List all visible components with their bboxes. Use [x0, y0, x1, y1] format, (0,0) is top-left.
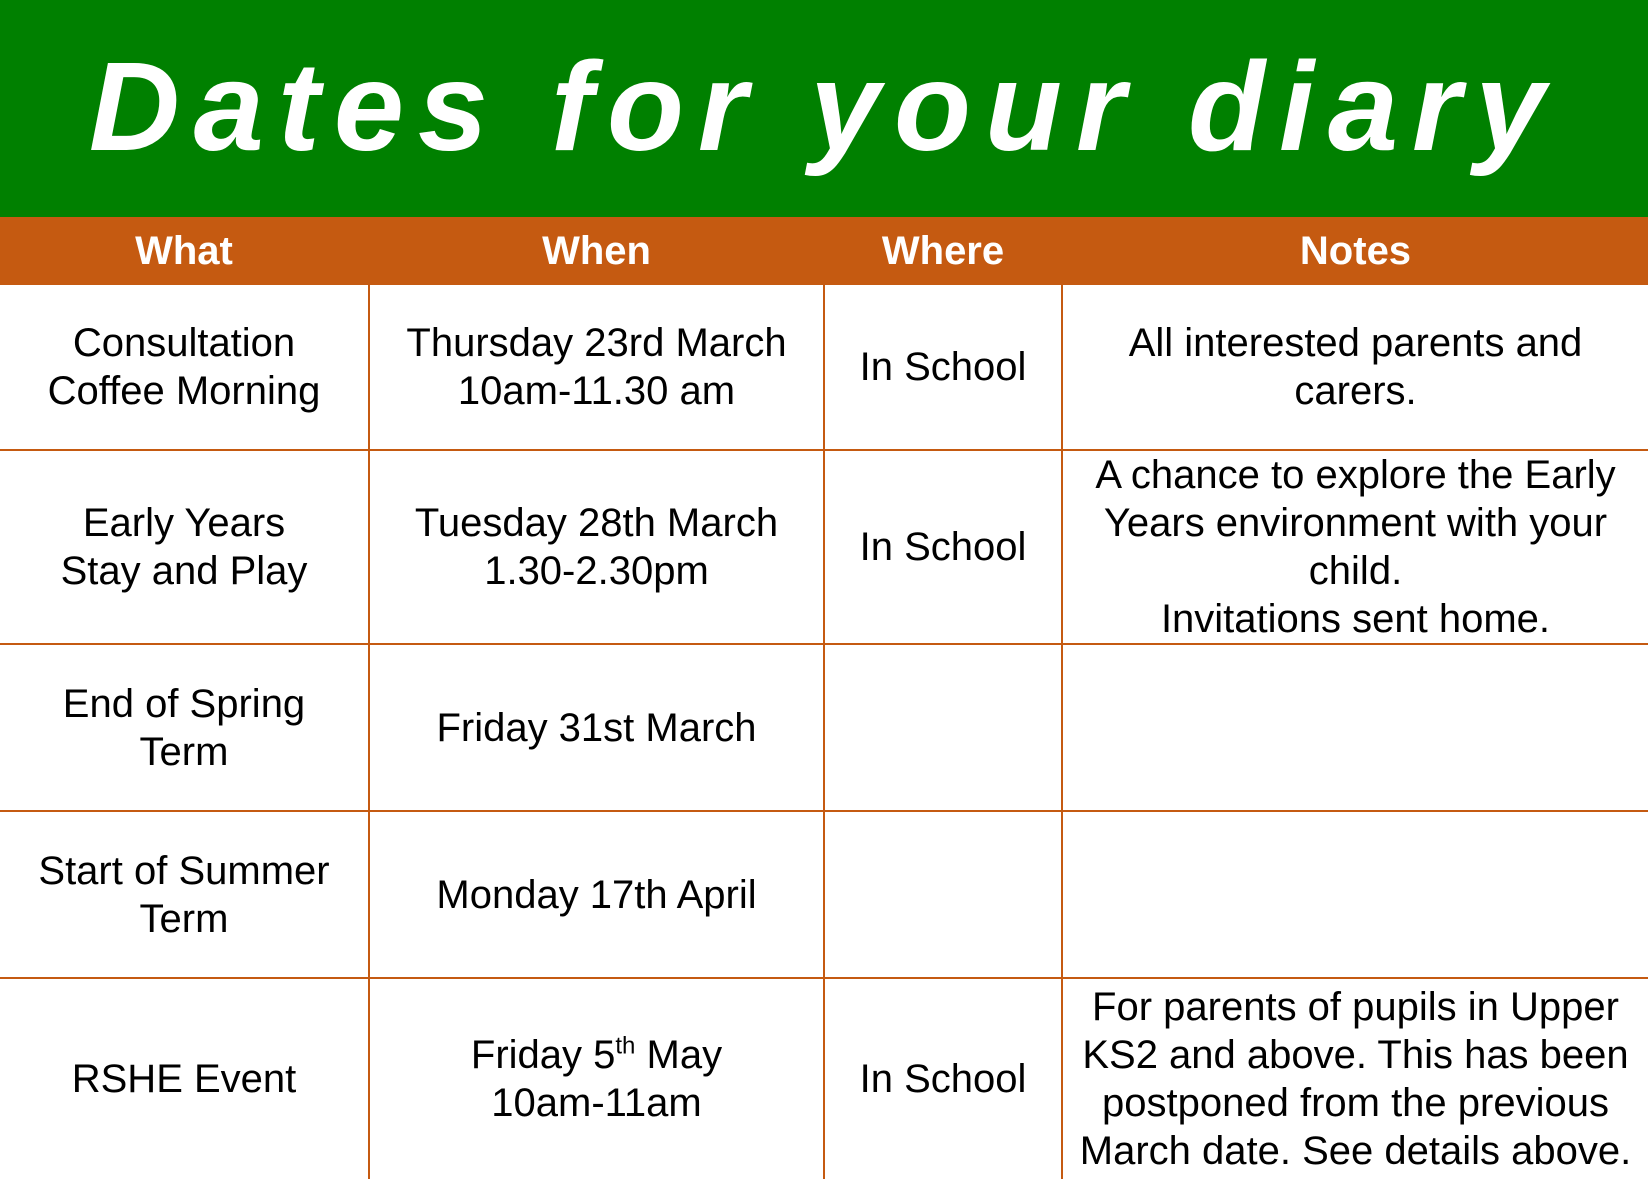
event-what-line: Start of Summer: [38, 848, 330, 893]
event-notes-line: March date. See details above.: [1079, 1129, 1632, 1173]
event-when-month: May: [635, 1033, 723, 1077]
column-header-where: Where: [824, 217, 1062, 285]
event-notes: [1062, 811, 1648, 978]
event-notes: [1062, 978, 1648, 1179]
event-when-line: Thursday 23rd March: [406, 321, 787, 365]
event-where: In School: [824, 285, 1062, 450]
event-notes-line: Years environment with your child.: [1103, 501, 1608, 593]
event-when-ordinal: th: [615, 1032, 636, 1060]
event-when-line: Monday 17th April: [436, 872, 757, 917]
event-when: [369, 450, 824, 644]
table-row: [0, 450, 1648, 644]
event-what: [0, 644, 369, 811]
event-what-line: End of Spring: [62, 681, 306, 726]
event-notes-line: A chance to explore the Early: [1095, 453, 1616, 497]
table-row: [0, 285, 1648, 450]
event-notes-line: For parents of pupils in Upper: [1092, 985, 1619, 1029]
event-notes-line: postponed from the previous: [1102, 1081, 1609, 1125]
event-what-line: Term: [139, 729, 229, 774]
event-notes: [1062, 644, 1648, 811]
event-when-line: Tuesday 28th March: [414, 501, 779, 545]
event-what: [0, 285, 369, 450]
event-when: [369, 644, 824, 811]
event-when: [369, 811, 824, 978]
event-what-line: Early Years: [82, 501, 286, 545]
event-what: [0, 811, 369, 978]
event-what: [0, 450, 369, 644]
table-header-row: [0, 217, 1648, 285]
event-when-line: 10am-11.30 am: [457, 369, 736, 413]
event-where: In School: [824, 978, 1062, 1179]
event-when-line: Friday 31st March: [436, 705, 757, 750]
diary-table: [0, 217, 1648, 1179]
title-banner: [0, 0, 1648, 217]
event-when: [369, 285, 824, 450]
event-when-line: [376, 1031, 817, 1079]
table-row: [0, 811, 1648, 978]
event-where: [824, 644, 1062, 811]
event-notes: [1062, 285, 1648, 450]
event-when-line: 1.30-2.30pm: [484, 549, 709, 593]
event-what-line: Stay and Play: [60, 549, 308, 593]
column-header-what: What: [0, 217, 369, 285]
event-when-day: Friday 5: [470, 1033, 616, 1077]
page-title: Dates for your diary: [88, 36, 1560, 177]
event-notes: [1062, 450, 1648, 644]
table-row: [0, 978, 1648, 1179]
column-header-notes: Notes: [1062, 217, 1648, 285]
event-notes-line: KS2 and above. This has been: [1082, 1033, 1629, 1077]
event-what-line: Coffee Morning: [47, 369, 321, 413]
event-notes-line: Invitations sent home.: [1160, 597, 1551, 641]
event-when-line: 10am-11am: [491, 1081, 702, 1125]
event-what-line: Term: [139, 896, 229, 941]
event-where: [824, 811, 1062, 978]
event-what-line: RSHE Event: [71, 1057, 297, 1101]
event-what: [0, 978, 369, 1179]
event-notes-line: All interested parents and carers.: [1128, 321, 1583, 413]
event-where: In School: [824, 450, 1062, 644]
column-header-when: When: [369, 217, 824, 285]
event-when: [369, 978, 824, 1179]
table-row: [0, 644, 1648, 811]
event-what-line: Consultation: [72, 321, 296, 365]
